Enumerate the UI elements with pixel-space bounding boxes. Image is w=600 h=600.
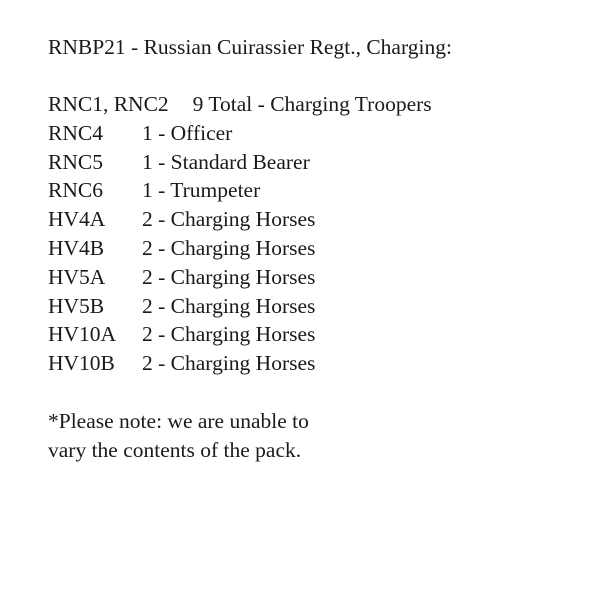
pack-title: RNBP21 - Russian Cuirassier Regt., Charging:: [48, 35, 452, 59]
item-code: RNC4: [48, 120, 103, 145]
list-item: [48, 119, 588, 148]
contents-list: [48, 90, 588, 378]
item-description: 1 - Standard Bearer: [142, 149, 310, 174]
note-line: vary the contents of the pack.: [48, 438, 302, 462]
note-line: *Please note: we are unable to: [48, 409, 309, 433]
item-code: RNC1, RNC2: [48, 92, 169, 116]
item-description: 2 - Charging Horses: [142, 293, 316, 318]
item-description: 9 Total - Charging Troopers: [192, 92, 432, 116]
list-item: [48, 292, 588, 321]
list-item: [48, 176, 588, 205]
list-item: [48, 90, 588, 119]
item-description: 2 - Charging Horses: [142, 351, 316, 376]
item-code: HV10B: [48, 351, 115, 376]
item-description: 2 - Charging Horses: [142, 264, 316, 289]
item-code: HV4B: [48, 235, 105, 260]
item-code: RNC5: [48, 149, 103, 174]
item-description: 1 - Trumpeter: [142, 178, 261, 203]
pack-contents-document: [48, 0, 588, 600]
item-description: 2 - Charging Horses: [142, 322, 316, 347]
list-item: [48, 263, 588, 292]
list-item: [48, 234, 588, 263]
list-item: [48, 349, 588, 378]
item-code: HV5B: [48, 293, 105, 318]
item-code: HV10A: [48, 322, 117, 347]
item-description: 2 - Charging Horses: [142, 207, 316, 232]
item-code: HV4A: [48, 207, 106, 232]
item-description: 1 - Officer: [142, 120, 233, 145]
list-item: [48, 320, 588, 349]
list-item: [48, 148, 588, 177]
list-item: [48, 205, 588, 234]
item-code: HV5A: [48, 264, 106, 289]
item-description: 2 - Charging Horses: [142, 235, 316, 260]
item-code: RNC6: [48, 178, 103, 203]
pack-note: [48, 407, 378, 465]
